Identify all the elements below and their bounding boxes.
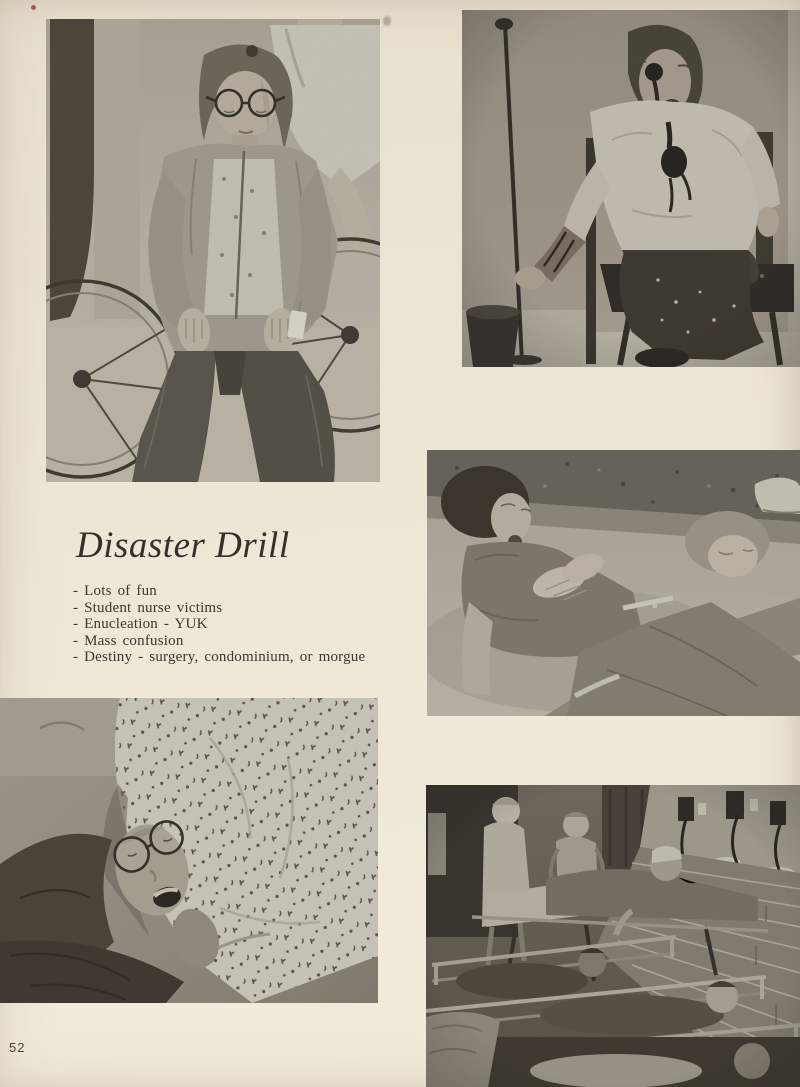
- caption-item: - Enucleation - YUK: [73, 616, 208, 633]
- photo-gown-illustration: [0, 698, 378, 1003]
- caption-item: - Mass confusion: [73, 632, 184, 649]
- page-number: 52: [9, 1040, 26, 1055]
- scan-artifact-smudge: [383, 16, 391, 26]
- caption-item: - Destiny - surgery, condominium, or morgue: [73, 649, 366, 666]
- photo-hospital-ward: [426, 785, 800, 1087]
- caption-list: [73, 583, 365, 666]
- caption-item: - Lots of fun: [73, 583, 158, 599]
- scan-artifact-dot: [31, 5, 36, 10]
- photo-floor-victims: [427, 450, 800, 716]
- photo-chair-victim: [462, 10, 800, 367]
- photo-floor-illustration: [427, 450, 800, 716]
- page-title: Disaster Drill: [76, 525, 290, 566]
- caption-item: - Student nurse victims: [73, 599, 223, 616]
- photo-gown-victim: [0, 698, 378, 1003]
- photo-chair-illustration: [462, 10, 800, 367]
- photo-ward-illustration: [426, 785, 800, 1087]
- photo-wheelchair-illustration: [46, 19, 380, 482]
- photo-wheelchair-victim: [46, 19, 380, 482]
